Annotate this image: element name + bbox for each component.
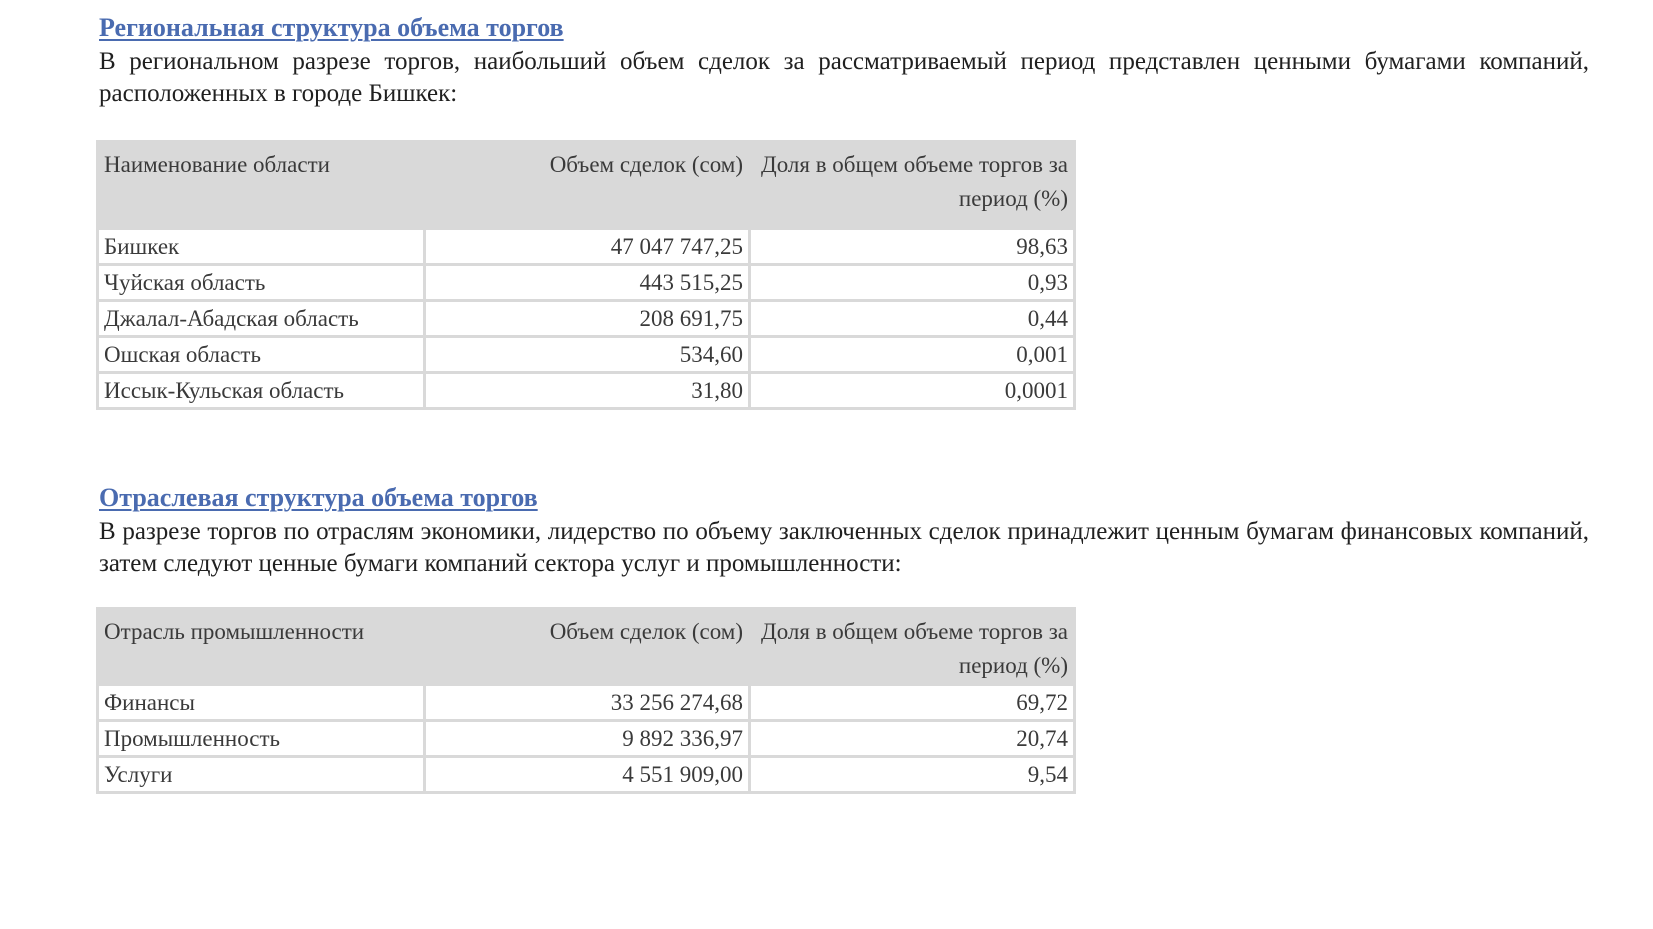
- share-percent-cell: 0,0001: [751, 374, 1073, 407]
- industry-name-cell: Промышленность: [99, 722, 423, 755]
- table-row: [99, 302, 1073, 335]
- table-row: [99, 686, 1073, 719]
- table-row: [99, 758, 1073, 791]
- table-header-row: [99, 610, 1073, 683]
- deal-volume-cell: 31,80: [426, 374, 748, 407]
- deal-volume-cell: 47 047 747,25: [426, 230, 748, 263]
- header-region-name: Наименование области: [99, 143, 423, 227]
- share-percent-cell: 0,44: [751, 302, 1073, 335]
- region-name-cell: Иссык-Кульская область: [99, 374, 423, 407]
- region-name-cell: Джалал-Абадская область: [99, 302, 423, 335]
- sector-structure-table: [96, 607, 1076, 794]
- deal-volume-cell: 9 892 336,97: [426, 722, 748, 755]
- industry-name-cell: Услуги: [99, 758, 423, 791]
- share-percent-cell: 0,93: [751, 266, 1073, 299]
- region-name-cell: Чуйская область: [99, 266, 423, 299]
- table-row: [99, 374, 1073, 407]
- table-header-row: [99, 143, 1073, 227]
- regional-structure-table: [96, 140, 1076, 410]
- deal-volume-cell: 443 515,25: [426, 266, 748, 299]
- share-percent-cell: 20,74: [751, 722, 1073, 755]
- regional-section-intro: В региональном разрезе торгов, наибольший объем сделок за рассматриваемый период представлен ценными бумагами компаний, расположенных в городе Бишкек:: [99, 48, 1589, 107]
- deal-volume-cell: 208 691,75: [426, 302, 748, 335]
- table-row: [99, 722, 1073, 755]
- header-deal-volume: Объем сделок (сом): [426, 143, 748, 227]
- share-percent-cell: 9,54: [751, 758, 1073, 791]
- deal-volume-cell: 4 551 909,00: [426, 758, 748, 791]
- region-name-cell: Бишкек: [99, 230, 423, 263]
- deal-volume-cell: 534,60: [426, 338, 748, 371]
- sector-section-intro: В разрезе торгов по отраслям экономики, лидерство по объему заключенных сделок принадлежит ценным бумагам финансовых компаний, затем следуют ценные бумаги компаний сектора услуг и промышленности:: [99, 518, 1589, 577]
- share-percent-cell: 98,63: [751, 230, 1073, 263]
- header-industry: Отрасль промышленности: [99, 610, 423, 683]
- header-share-percent: Доля в общем объеме торгов за период (%): [751, 143, 1073, 227]
- header-deal-volume: Объем сделок (сом): [426, 610, 748, 683]
- table-row: [99, 338, 1073, 371]
- share-percent-cell: 0,001: [751, 338, 1073, 371]
- table-row: [99, 266, 1073, 299]
- region-name-cell: Ошская область: [99, 338, 423, 371]
- industry-name-cell: Финансы: [99, 686, 423, 719]
- regional-section-title: Региональная структура объема торгов: [99, 13, 564, 42]
- deal-volume-cell: 33 256 274,68: [426, 686, 748, 719]
- share-percent-cell: 69,72: [751, 686, 1073, 719]
- header-share-percent: Доля в общем объеме торгов за период (%): [751, 610, 1073, 683]
- sector-section-title: Отраслевая структура объема торгов: [99, 483, 538, 512]
- table-row: [99, 230, 1073, 263]
